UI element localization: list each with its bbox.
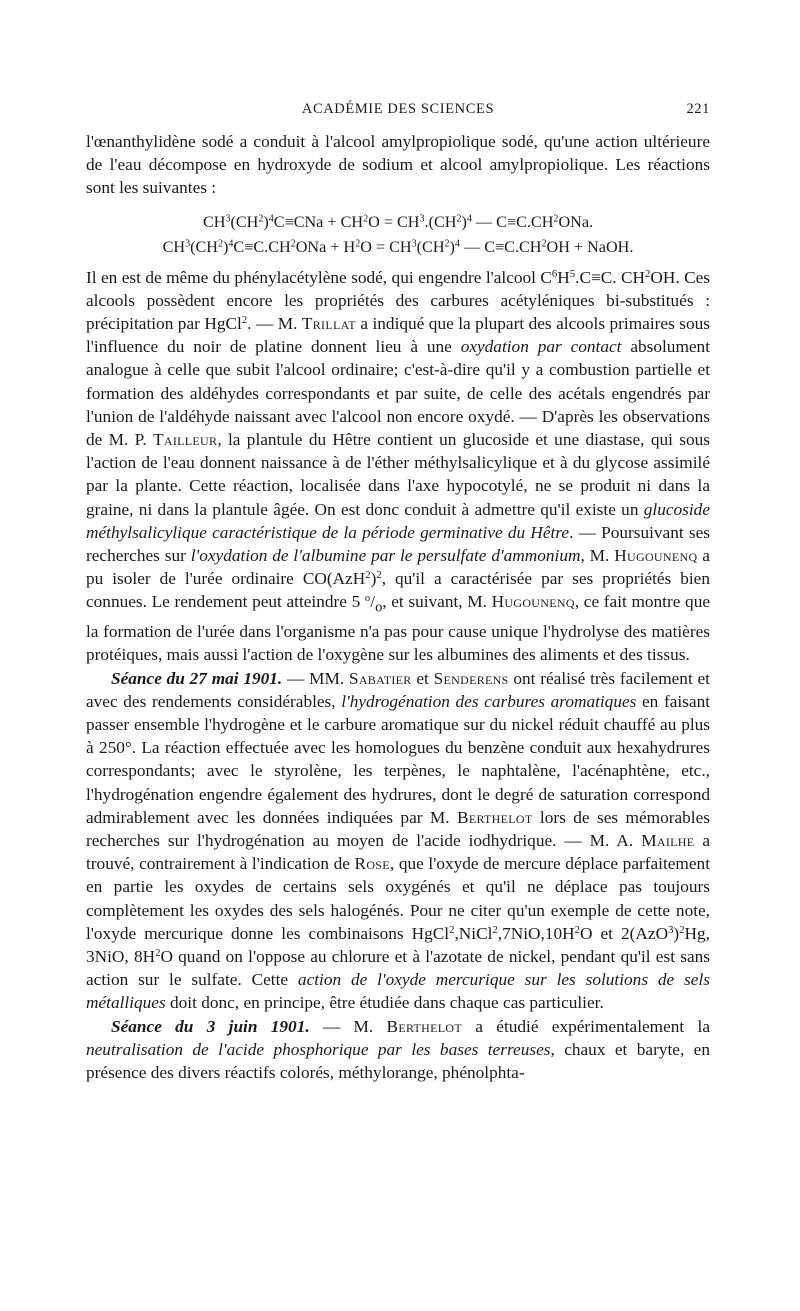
author-name: Senderens xyxy=(433,668,509,688)
italic-phrase: action de l'oxyde mercurique sur les solutions de sels métalliques xyxy=(86,970,710,1013)
equation-1: $CH^3(CH^2)^4C\equiv CNa + CH^2O = CH^3.(CH^2)^4$ — $C\equiv C.CH^2ONa$. xyxy=(202,212,594,231)
author-name: Sabatier xyxy=(348,668,412,688)
body-text xyxy=(86,130,710,1084)
author-name: Berthelot xyxy=(386,1016,463,1036)
paragraph-seance-27-mai: Séance du 27 mai 1901. — MM. Sabatier et Senderens ont réalisé très facilement et avec des rendements considérables, l'hydrogénation des carbures aromatiques en faisant passer ensemble l'hydrogène et le carbure aromatique sur du nickel réduit chauffé au plus à 250°. La réaction effectuée avec les homologues du benzène conduit aux hexahydrures correspondants; avec le styrolène, les terpènes, le naphtalène, l'acénaphtène, etc., l'hydrogénation engendre également des hydrures, dont le degré de saturation correspond admirablement avec les données indiquées par M. Berthelot lors de ses mémorables recherches sur l'hydrogénation au moyen de l'acide iodhydrique. — M. A. Mailhe a trouvé, contrairement à l'indication de Rose, que l'oxyde de mercure déplace parfaitement en partie les oxydes de certains sels oxygénés et qu'il ne déplace pas toujours complètement les oxydes des sels halogénés. Pour ne citer qu'un exemple de cette note, l'oxyde mercurique donne les combinaisons $HgCl^2,NiCl^2,7NiO,10H^2O$ et $2(AzO^3)^2Hg$, 3NiO, $8H^2O$ quand on l'oppose au chlorure et à l'azotate de nickel, pendant qu'il est sans action sur le sulfate. Cette action de l'oxyde mercurique sur les solutions de sels métalliques doit donc, en principe, être étudiée dans chaque cas particulier. xyxy=(86,668,711,1013)
seance-heading: Séance du 27 mai 1901. xyxy=(111,668,283,688)
running-title: ACADÉMIE DES SCIENCES xyxy=(301,101,495,117)
italic-phrase: l'hydrogénation des carbures aromatiques xyxy=(341,691,637,711)
author-name: Rose xyxy=(354,854,390,874)
equation-2: $CH^3(CH^2)^4C\equiv C.CH^2ONa + H^2O = CH^3(CH^2)^4$ — $C\equiv C.CH^2OH$ + NaOH. xyxy=(162,237,634,256)
author-name: Mailhe xyxy=(641,830,695,850)
italic-phrase: neutralisation de l'acide phosphorique par les bases terreuses xyxy=(86,1039,551,1059)
author-name: Trillat xyxy=(301,314,356,334)
author-name: Tailleur xyxy=(153,430,218,450)
paragraph-alcools: Il en est de même du phénylacétylène sodé, qui engendre l'alcool $C^6H^5.C\equiv C$. $CH^2OH$. Ces alcools possèdent encore les propriétés des carbures acétyléniques bi-substitués : précipitation par HgCl$^2$. — M. Trillat a indiqué que la plupart des alcools primaires sous l'influence du noir de platine donnent lieu à une oxydation par contact absolument analogue à celle que subit l'alcool ordinaire; c'est-à-dire qu'il y a combustion partielle et formation des aldéhydes correspondants et par suite, de celle des acétals engendrés par l'union de l'aldéhyde naissant avec l'alcool non encore oxydé. — D'après les observations de M. P. Tailleur, la plantule du Hêtre contient un glucoside et une diastase, qui sous l'action de l'eau donnent naissance à de l'éther méthylsalicylique et à du glycose assimilé par la plante. Cette réaction, localisée dans l'axe hypocotylé, ne se produit ni dans la graine, ni dans la plantule âgée. On est donc conduit à admettre qu'il existe un glucoside méthylsalicylique caractéristique de la période germinative du Hêtre. — Poursuivant ses recherches sur l'oxydation de l'albumine par le persulfate d'ammonium, M. Hugounenq a pu isoler de l'urée ordinaire $CO(AzH^2)^2$, qu'il a caractérisée par ses propriétés bien connues. Le rendement peut atteindre 5 $^o/_o$, et suivant, M. Hugounenq, ce fait montre que la formation de l'urée dans l'organisme n'a pas pour cause unique l'hydrolyse des matières protéiques, mais aussi l'action de l'oxygène sur les albumines des aliments et des tissus. xyxy=(86,267,711,665)
italic-phrase: l'oxydation de l'albumine par le persulfate d'ammonium xyxy=(190,546,581,566)
paragraph-seance-3-juin: Séance du 3 juin 1901. — M. Berthelot a étudié expérimentalement la neutralisation de l'acide phosphorique par les bases terreuses, chaux et baryte, en présence des divers réactifs colorés, méthylorange, phénolphta- xyxy=(86,1016,710,1082)
author-name: Berthelot xyxy=(457,807,533,827)
seance-heading: Séance du 3 juin 1901. xyxy=(111,1016,310,1036)
author-name: Hugounenq xyxy=(614,546,698,566)
page-number: 221 xyxy=(686,101,710,117)
italic-phrase: glucoside méthylsalicylique caractéristique de la période germinative du Hêtre xyxy=(86,499,710,542)
author-name: Hugounenq xyxy=(491,592,575,612)
italic-phrase: oxydation par contact xyxy=(460,337,622,357)
paragraph-continuation xyxy=(86,130,710,200)
text-span: l'œnanthylidène sodé a conduit à l'alcool amylpropiolique sodé, qu'une action ultérieure de l'eau décompose en hydroxyde de sodium et alcool amylpropiolique. Les réactions sont les suivantes : xyxy=(86,132,710,198)
running-header xyxy=(86,98,710,122)
